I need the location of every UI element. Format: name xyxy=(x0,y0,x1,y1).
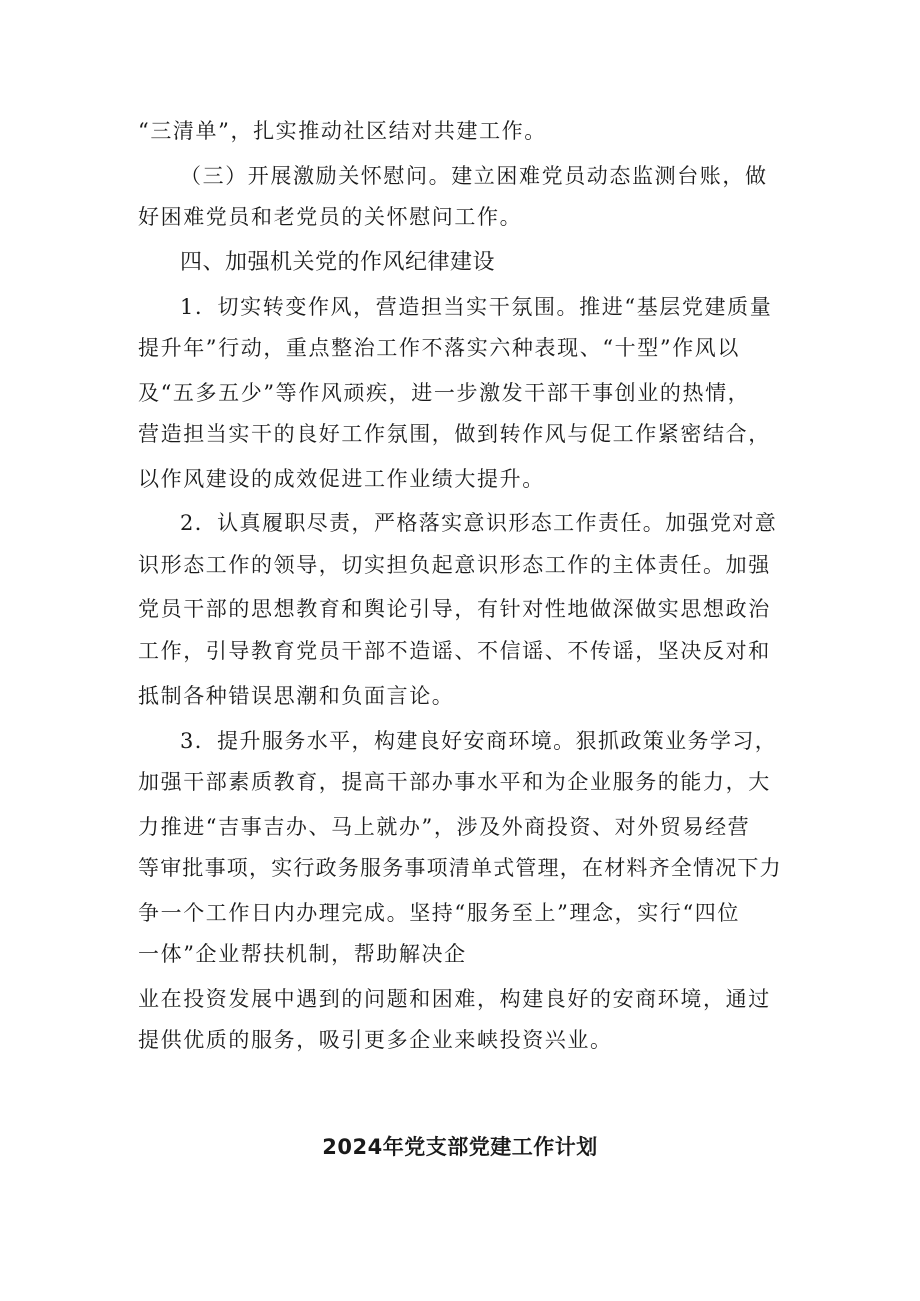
body-line: 党员干部的思想教育和舆论引导，有针对性地做深做实思想政治 xyxy=(138,597,771,621)
body-line: 识形态工作的领导，切实担负起意识形态工作的主体责任。加强 xyxy=(138,553,771,577)
body-line: 业在投资发展中遇到的问题和困难，构建良好的安商环境，通过 xyxy=(138,987,771,1011)
body-line: 及“五多五少”等作风顽疾，进一步激发干部干事创业的热情， xyxy=(138,381,751,405)
body-line: “三清单”，扎实推动社区结对共建工作。 xyxy=(138,119,547,143)
body-line: 1．切实转变作风，营造担当实干氛围。推进“基层党建质量 xyxy=(180,295,773,319)
body-line: 力推进“吉事吉办、马上就办”，涉及外商投资、对外贸易经营 xyxy=(138,815,751,839)
document-title: 2024年党支部党建工作计划 xyxy=(322,1135,598,1159)
section-heading: 四、加强机关党的作风纪律建设 xyxy=(180,250,496,275)
body-line: 争一个工作日内办理完成。坚持“服务至上”理念，实行“四位 xyxy=(138,901,741,925)
body-line: 抵制各种错误思潮和负面言论。 xyxy=(138,684,455,708)
body-line: （三）开展激励关怀慰问。建立困难党员动态监测台账，做 xyxy=(180,164,768,188)
body-line: 3．提升服务水平，构建良好安商环境。狠抓政策业务学习， xyxy=(180,729,778,753)
body-line: 提升年”行动，重点整治工作不落实六种表现、“十型”作风以 xyxy=(138,336,741,360)
body-line: 2．认真履职尽责，严格落实意识形态工作责任。加强党对意 xyxy=(180,511,778,535)
body-line: 一体”企业帮扶机制，帮助解决企 xyxy=(138,942,467,966)
body-line: 营造担当实干的良好工作氛围，做到转作风与促工作紧密结合， xyxy=(138,422,771,446)
body-line: 提供优质的服务，吸引更多企业来峡投资兴业。 xyxy=(138,1028,613,1052)
body-line: 以作风建设的成效促进工作业绩大提升。 xyxy=(138,467,545,491)
body-line: 等审批事项，实行政务服务事项清单式管理，在材料齐全情况下力 xyxy=(138,856,782,880)
body-line: 好困难党员和老党员的关怀慰问工作。 xyxy=(138,205,523,229)
body-line: 工作，引导教育党员干部不造谣、不信谣、不传谣，坚决反对和 xyxy=(138,639,771,663)
body-line: 加强干部素质教育，提高干部办事水平和为企业服务的能力，大 xyxy=(138,770,771,794)
